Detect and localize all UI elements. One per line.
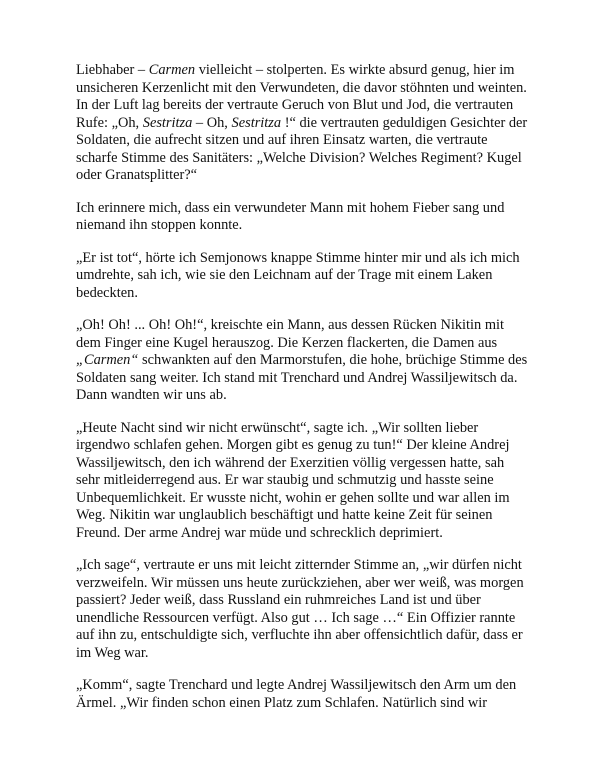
paragraph [76,317,528,405]
paragraph [76,557,528,662]
italic-text-segment: Sestritza [231,114,282,131]
text-segment: „Oh! Oh! ... Oh! Oh!“, kreischte ein Mann, aus dessen Rücken Nikitin mit dem Finger eine Kugel herauszog. Die Kerzen flackerten, die Damen aus [76,317,505,351]
text-segment: „Heute Nacht sind wir nicht erwünscht“, sagte ich. „Wir sollten lieber irgendwo schlafen gehen. Morgen gibt es genug zu tun!“ Der kleine Andrej Wassiljewitsch, den ich während der Exerzitien völlig vergessen hatte, sah sehr mitleiderregend aus. Er war staubig und schmutzig und hasste seine Unbequemlichkeit. Er wusste nicht, wohin er gehen sollte und war allen im Weg. Nikitin war unglaublich beschäftigt und hatte keine Zeit für seinen Freund. Der arme Andrej war müde und schrecklich deprimiert. [76,419,510,541]
italic-text-segment: Sestritza [142,114,193,131]
text-segment: vielleicht – stolperten. Es wirkte absurd genug, hier im unsicheren Kerzenlicht mit den Verwundeten, die davor stöhnten und weinten. In der Luft lag bereits der vertraute Geruch von Blut und Jod, die vertrauten Rufe: „Oh, [76,62,527,131]
text-segment: !“ die vertrauten geduldigen Gesichter der Soldaten, die aufrecht sitzen und auf ihren Einsatz warten, die vertraute scharfe Stimme des Sanitäters: „Welche Division? Welches Regiment? Kugel oder Granatsplitter?“ [76,114,528,183]
text-segment: – Oh, [192,114,232,131]
text-segment: Ich erinnere mich, dass ein verwundeter Mann mit hohem Fieber sang und niemand ihn stoppen konnte. [76,199,505,233]
paragraph [76,200,528,235]
text-segment: „Er ist tot“, hörte ich Semjonows knappe Stimme hinter mir und als ich mich umdrehte, sah ich, wie sie den Leichnam auf der Trage mit einem Laken bedeckten. [76,249,520,301]
italic-text-segment: „Carmen“ [76,352,139,368]
text-segment: „Ich sage“, vertraute er uns mit leicht zitternder Stimme an, „wir dürfen nicht verzweifeln. Wir müssen uns heute zurückziehen, aber wer weiß, was morgen passiert? Jeder weiß, dass Russland ein ruhmreiches Land ist und über unendliche Ressourcen verfügt. Also gut … Ich sage …“ Ein Offizier rannte auf ihn zu, entschuldigte sich, verfluchte ihn aber offensichtlich dafür, dass er im Weg war. [76,557,524,661]
paragraph [76,677,528,712]
paragraph [76,250,528,303]
italic-text-segment: Carmen [148,62,196,78]
paragraph [76,420,528,543]
text-segment: „Komm“, sagte Trenchard und legte Andrej Wassiljewitsch den Arm um den Ärmel. „Wir finden schon einen Platz zum Schlafen. Natürlich sind wir [76,677,517,711]
paragraph [76,62,528,185]
text-segment: schwankten auf den Marmorstufen, die hohe, brüchige Stimme des Soldaten sang weiter. Ich stand mit Trenchard und Andrej Wassiljewitsch da. Dann wandten wir uns ab. [76,352,528,403]
body-text [76,62,528,727]
text-segment: Liebhaber – [76,62,149,78]
